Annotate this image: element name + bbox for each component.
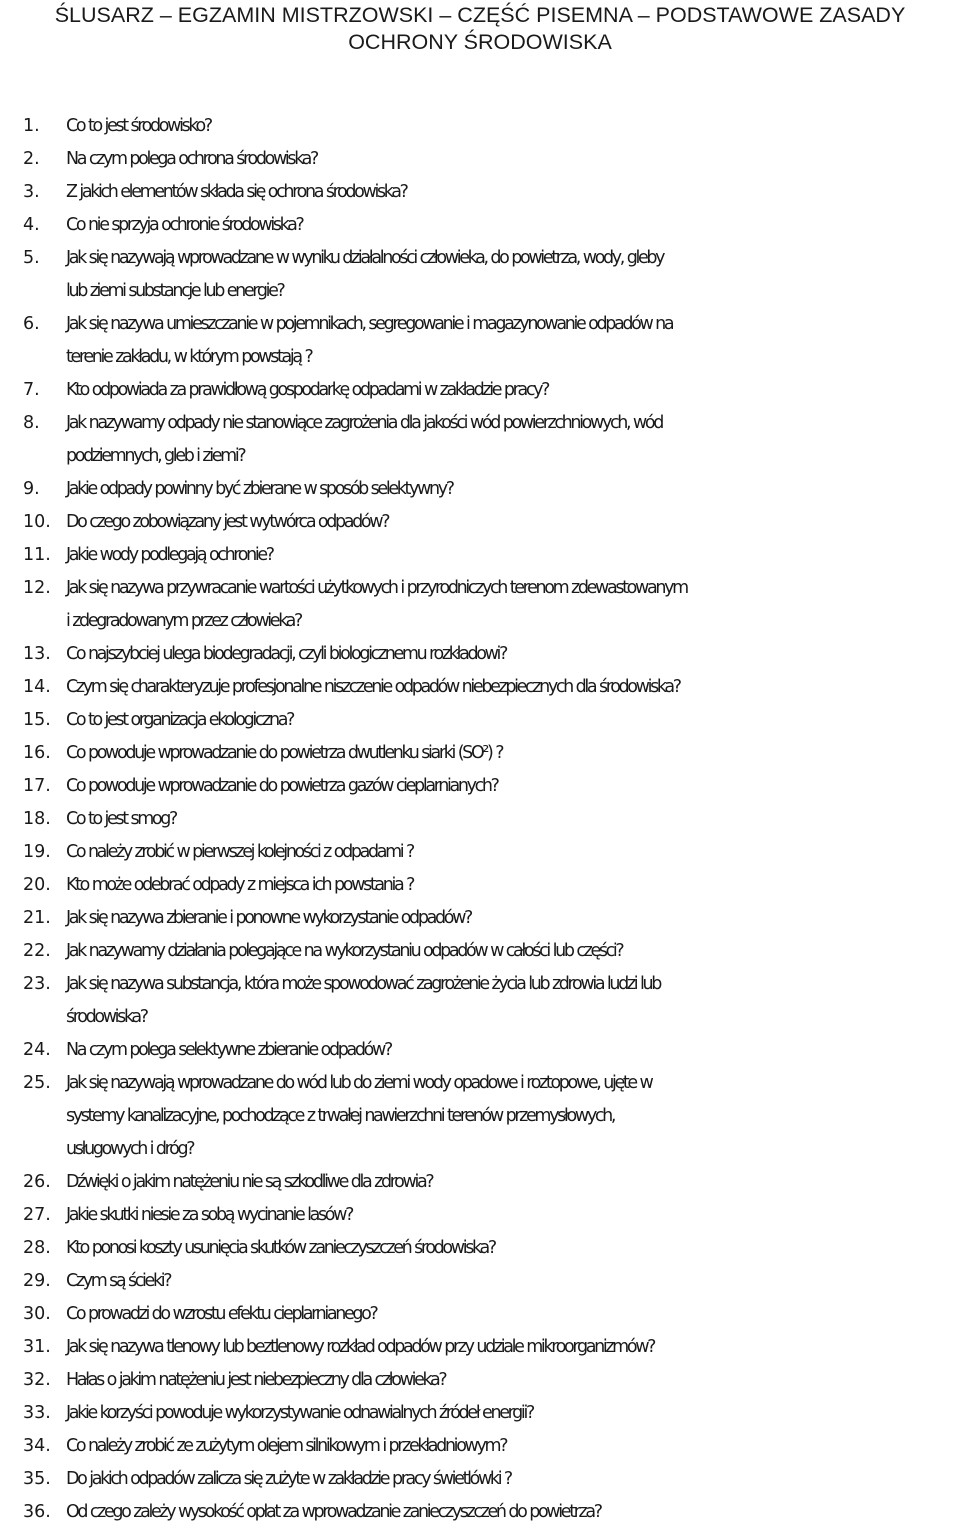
question-text-line: Do jakich odpadów zalicza się zużyte w zakładzie pracy świetlówki ? <box>66 1469 511 1489</box>
question-item <box>0 176 960 209</box>
question-text-line: Z jakich elementów składa się ochrona środowiska? <box>66 182 407 202</box>
question-text-line: Kto może odebrać odpady z miejsca ich powstania ? <box>66 875 414 895</box>
question-item <box>0 935 960 968</box>
document-title-line-2: OCHRONY ŚRODOWISKA <box>348 30 612 54</box>
question-number: 34. <box>23 1436 51 1456</box>
question-text-line: Jak nazywamy działania polegające na wykorzystaniu odpadów w całości lub części? <box>66 941 623 961</box>
question-text-line: Jakie skutki niesie za sobą wycinanie lasów? <box>66 1205 353 1225</box>
question-text-line: i zdegradowanym przez człowieka? <box>66 611 301 631</box>
question-text-line: Co powoduje wprowadzanie do powietrza dwutlenku siarki (SO²) ? <box>66 743 503 763</box>
question-number: 31. <box>23 1337 51 1357</box>
question-number: 5. <box>23 248 40 268</box>
question-text-line: Kto odpowiada za prawidłową gospodarkę odpadami w zakładzie pracy? <box>66 380 549 400</box>
question-text-line: Jak się nazywają wprowadzane do wód lub do ziemi wody opadowe i roztopowe, ujęte w <box>66 1073 652 1093</box>
question-number: 6. <box>23 314 40 334</box>
question-number: 16. <box>23 743 51 763</box>
question-text-line: Jak się nazywa tlenowy lub beztlenowy rozkład odpadów przy udziale mikroorganizmów? <box>66 1337 655 1357</box>
question-item <box>0 869 960 902</box>
question-item <box>0 1298 960 1331</box>
question-number: 22. <box>23 941 51 961</box>
question-text-line: Jakie wody podlegają ochronie? <box>66 545 273 565</box>
question-item <box>0 1364 960 1397</box>
question-text-line: systemy kanalizacyjne, pochodzące z trwałej nawierzchni terenów przemysłowych, <box>66 1106 615 1126</box>
question-text-line: Co to jest środowisko? <box>66 116 211 136</box>
question-item <box>0 473 960 506</box>
document-title <box>0 0 960 56</box>
question-text-line: Jakie odpady powinny być zbierane w sposób selektywny? <box>66 479 453 499</box>
question-text-line: Jak się nazywa substancja, która może spowodować zagrożenie życia lub zdrowia ludzi lub <box>66 974 660 994</box>
question-item <box>0 1232 960 1265</box>
question-number: 4. <box>23 215 40 235</box>
question-item <box>0 407 960 473</box>
question-item <box>0 242 960 308</box>
question-item <box>0 1496 960 1529</box>
question-number: 3. <box>23 182 40 202</box>
question-item <box>0 539 960 572</box>
question-number: 8. <box>23 413 40 433</box>
question-text-line: Co powoduje wprowadzanie do powietrza gazów cieplarnianych? <box>66 776 498 796</box>
question-number: 28. <box>23 1238 51 1258</box>
question-text-line: Jak się nazywają wprowadzane w wyniku działalności człowieka, do powietrza, wody, gleby <box>66 248 664 268</box>
question-text-line: Czym się charakteryzuje profesjonalne niszczenie odpadów niebezpiecznych dla środowiska? <box>66 677 680 697</box>
question-number: 14. <box>23 677 51 697</box>
question-number: 18. <box>23 809 51 829</box>
question-text-line: terenie zakładu, w którym powstają ? <box>66 347 312 367</box>
question-number: 35. <box>23 1469 51 1489</box>
question-item <box>0 704 960 737</box>
question-item <box>0 1067 960 1166</box>
question-item <box>0 308 960 374</box>
question-item <box>0 671 960 704</box>
question-text-line: Jak się nazywa przywracanie wartości użytkowych i przyrodniczych terenom zdewastowanym <box>66 578 687 598</box>
question-text-line: Co nie sprzyja ochronie środowiska? <box>66 215 303 235</box>
question-number: 29. <box>23 1271 51 1291</box>
question-text-line: Czym są ścieki? <box>66 1271 171 1291</box>
question-item <box>0 803 960 836</box>
question-item <box>0 902 960 935</box>
question-number: 33. <box>23 1403 51 1423</box>
question-number: 26. <box>23 1172 51 1192</box>
question-item <box>0 1034 960 1067</box>
question-number: 1. <box>23 116 40 136</box>
question-number: 17. <box>23 776 51 796</box>
question-text-line: Co należy zrobić ze zużytym olejem silnikowym i przekładniowym? <box>66 1436 507 1456</box>
question-item <box>0 770 960 803</box>
question-item <box>0 968 960 1034</box>
question-item <box>0 836 960 869</box>
question-text-line: podziemnych, gleb i ziemi? <box>66 446 245 466</box>
question-number: 10. <box>23 512 51 532</box>
question-item <box>0 1265 960 1298</box>
question-number: 27. <box>23 1205 51 1225</box>
question-text-line: Hałas o jakim natężeniu jest niebezpieczny dla człowieka? <box>66 1370 446 1390</box>
question-number: 2. <box>23 149 40 169</box>
question-number: 15. <box>23 710 51 730</box>
question-item <box>0 1397 960 1430</box>
question-number: 32. <box>23 1370 51 1390</box>
question-text-line: Co najszybciej ulega biodegradacji, czyli biologicznemu rozkładowi? <box>66 644 507 664</box>
question-item <box>0 1199 960 1232</box>
question-number: 11. <box>23 545 51 565</box>
question-text-line: Jak nazywamy odpady nie stanowiące zagrożenia dla jakości wód powierzchniowych, wód <box>66 413 662 433</box>
question-text-line: Na czym polega selektywne zbieranie odpadów? <box>66 1040 391 1060</box>
question-item <box>0 506 960 539</box>
question-list <box>0 110 960 1529</box>
question-number: 7. <box>23 380 40 400</box>
question-text-line: Co to jest smog? <box>66 809 176 829</box>
document-title-line-1: ŚLUSARZ – EGZAMIN MISTRZOWSKI – CZĘŚĆ PISEMNA – PODSTAWOWE ZASADY <box>54 3 906 27</box>
question-text-line: usługowych i dróg? <box>66 1139 194 1159</box>
question-text-line: Dźwięki o jakim natężeniu nie są szkodliwe dla zdrowia? <box>66 1172 433 1192</box>
question-item <box>0 737 960 770</box>
question-number: 9. <box>23 479 40 499</box>
question-number: 23. <box>23 974 51 994</box>
question-item <box>0 638 960 671</box>
question-number: 13. <box>23 644 51 664</box>
question-item <box>0 110 960 143</box>
question-item <box>0 1166 960 1199</box>
question-text-line: lub ziemi substancje lub energie? <box>66 281 284 301</box>
question-number: 20. <box>23 875 51 895</box>
question-item <box>0 572 960 638</box>
question-item <box>0 1463 960 1496</box>
question-number: 21. <box>23 908 51 928</box>
question-number: 19. <box>23 842 51 862</box>
question-text-line: Co prowadzi do wzrostu efektu cieplarnianego? <box>66 1304 377 1324</box>
question-number: 25. <box>23 1073 51 1093</box>
question-text-line: środowiska? <box>66 1007 147 1027</box>
question-number: 12. <box>23 578 51 598</box>
question-text-line: Kto ponosi koszty usunięcia skutków zanieczyszczeń środowiska? <box>66 1238 495 1258</box>
question-item <box>0 143 960 176</box>
question-number: 30. <box>23 1304 51 1324</box>
question-item <box>0 1331 960 1364</box>
question-text-line: Co należy zrobić w pierwszej kolejności z odpadami ? <box>66 842 413 862</box>
question-number: 24. <box>23 1040 51 1060</box>
question-text-line: Co to jest organizacja ekologiczna? <box>66 710 294 730</box>
question-item <box>0 374 960 407</box>
question-text-line: Jak się nazywa umieszczanie w pojemnikach, segregowanie i magazynowanie odpadów na <box>66 314 673 334</box>
question-text-line: Jak się nazywa zbieranie i ponowne wykorzystanie odpadów? <box>66 908 471 928</box>
question-item <box>0 209 960 242</box>
question-text-line: Jakie korzyści powoduje wykorzystywanie odnawialnych źródeł energii? <box>66 1403 533 1423</box>
question-number: 36. <box>23 1502 51 1522</box>
question-item <box>0 1430 960 1463</box>
question-text-line: Od czego zależy wysokość opłat za wprowadzanie zanieczyszczeń do powietrza? <box>66 1502 601 1522</box>
question-text-line: Na czym polega ochrona środowiska? <box>66 149 317 169</box>
question-text-line: Do czego zobowiązany jest wytwórca odpadów? <box>66 512 389 532</box>
